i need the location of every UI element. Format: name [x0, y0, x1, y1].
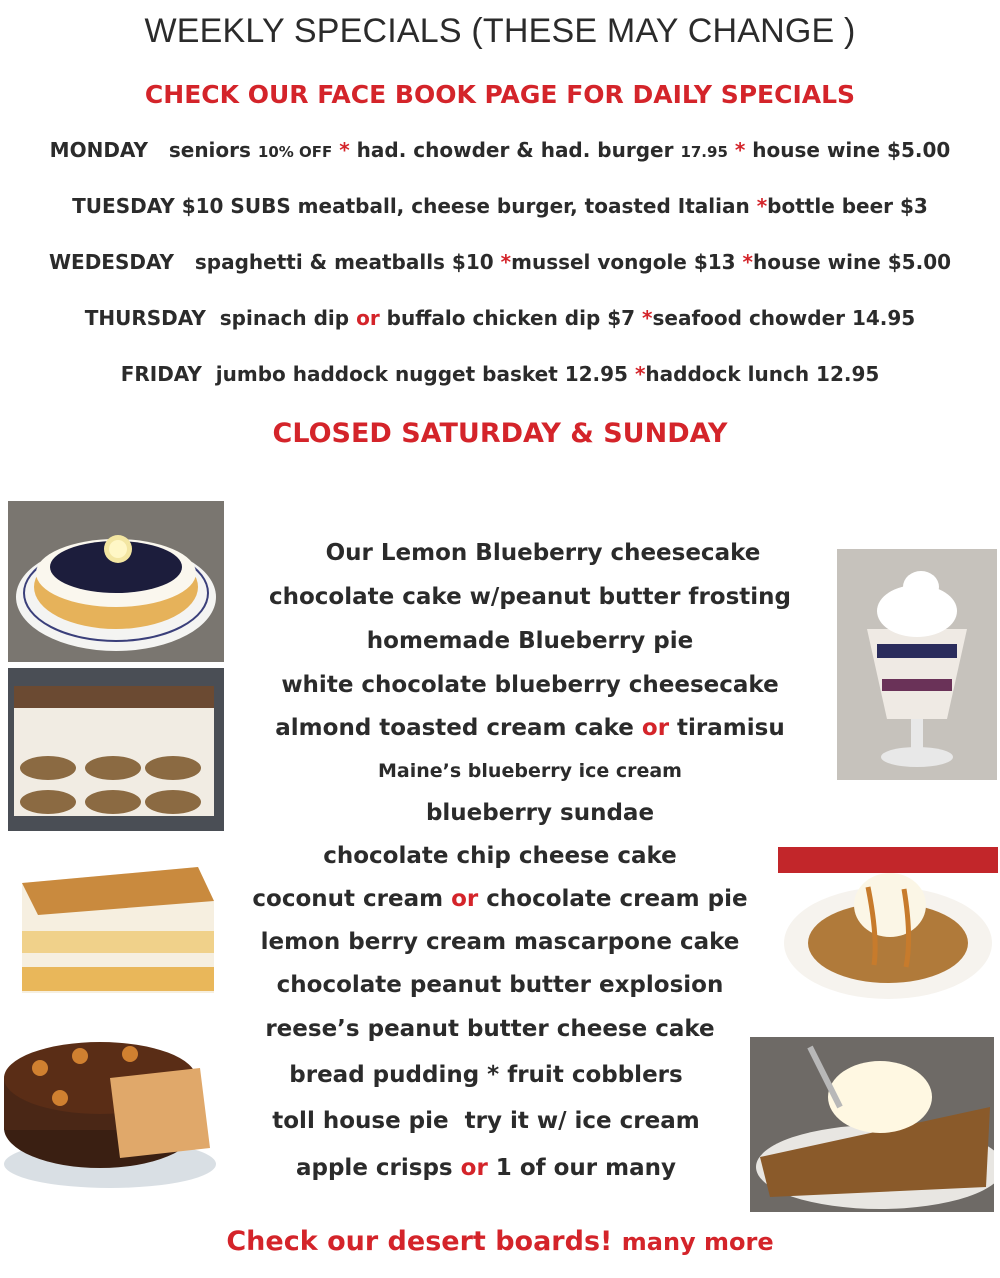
dessert-item: homemade Blueberry pie	[366, 628, 694, 654]
desert-boards-text: Check our desert boards!	[226, 1226, 622, 1257]
or-word: or	[356, 306, 380, 330]
almond-cream-cake-photo	[8, 843, 221, 1003]
dessert-item: chocolate peanut butter explosion	[276, 972, 724, 998]
dessert-text: chocolate cream pie	[478, 886, 748, 912]
tuesday-beer: bottle beer $3	[767, 194, 928, 218]
star-separator: *	[634, 362, 646, 386]
monday-price: 17.95	[680, 143, 728, 161]
monday-text: MONDAY seniors	[49, 138, 258, 162]
star-separator: *	[339, 138, 350, 162]
wednesday-text: WEDESDAY spaghetti & meatballs $10	[48, 250, 501, 274]
tiramisu-photo	[8, 668, 224, 831]
thursday-chowder: seafood chowder 14.95	[652, 306, 916, 330]
monday-wine: house wine $5.00	[745, 138, 951, 162]
wednesday-mussel: mussel vongole $13	[511, 250, 743, 274]
dessert-text: coconut cream	[252, 886, 452, 912]
dessert-item: toll house pie try it w/ ice cream	[272, 1108, 700, 1134]
footer-note	[0, 1226, 1000, 1257]
or-word: or	[451, 886, 479, 912]
friday-lunch: haddock lunch 12.95	[645, 362, 880, 386]
dessert-item	[230, 715, 830, 741]
thursday-text: THURSDAY spinach dip	[84, 306, 357, 330]
dessert-item: Maine’s blueberry ice cream	[378, 760, 682, 782]
tuesday-special	[0, 194, 1000, 218]
thursday-dip: buffalo chicken dip $7	[379, 306, 643, 330]
dessert-item: bread pudding * fruit cobblers	[289, 1062, 683, 1088]
many-more-text: many more	[621, 1228, 774, 1256]
dessert-text: apple crisps	[295, 1155, 461, 1181]
dessert-item: blueberry sundae	[425, 800, 655, 826]
toll-house-pie-photo	[750, 1037, 994, 1212]
apple-crisp-photo	[778, 847, 998, 1002]
or-word: or	[641, 715, 670, 741]
star-separator: *	[500, 250, 512, 274]
dessert-item: chocolate chip cheese cake	[323, 843, 677, 869]
monday-discount: 10% OFF	[257, 143, 333, 161]
star-separator: *	[742, 250, 754, 274]
dessert-item: lemon berry cream mascarpone cake	[260, 929, 740, 955]
dessert-item: white chocolate blueberry cheesecake	[281, 672, 779, 698]
facebook-notice: CHECK OUR FACE BOOK PAGE FOR DAILY SPECIALS	[144, 80, 856, 109]
dessert-text: almond toasted cream cake	[275, 715, 642, 741]
friday-text: FRIDAY jumbo haddock nugget basket 12.95	[120, 362, 635, 386]
closed-notice: CLOSED SATURDAY & SUNDAY	[272, 418, 728, 449]
dessert-item: reese’s peanut butter cheese cake	[265, 1016, 715, 1042]
star-separator: *	[642, 306, 653, 330]
monday-special	[0, 138, 1000, 162]
page-title: WEEKLY SPECIALS (THESE MAY CHANGE )	[144, 12, 856, 50]
star-separator: *	[734, 138, 746, 162]
dessert-item	[200, 886, 800, 912]
wednesday-special	[0, 250, 1000, 274]
dessert-text: tiramisu	[669, 715, 785, 741]
star-separator: *	[756, 194, 768, 218]
dessert-item: chocolate cake w/peanut butter frosting	[268, 584, 791, 610]
blueberry-sundae-photo	[837, 549, 997, 780]
blueberry-cheesecake-photo	[8, 501, 224, 662]
monday-items: had. chowder & had. burger	[349, 138, 681, 162]
or-word: or	[460, 1155, 488, 1181]
friday-special	[0, 362, 1000, 386]
thursday-special	[0, 306, 1000, 330]
dessert-item: Our Lemon Blueberry cheesecake	[325, 540, 761, 566]
dessert-item	[186, 1155, 786, 1181]
dessert-text: 1 of our many	[487, 1155, 677, 1181]
tuesday-text: TUESDAY $10 SUBS meatball, cheese burger, toasted Italian	[72, 194, 757, 218]
wednesday-wine: house wine $5.00	[753, 250, 952, 274]
